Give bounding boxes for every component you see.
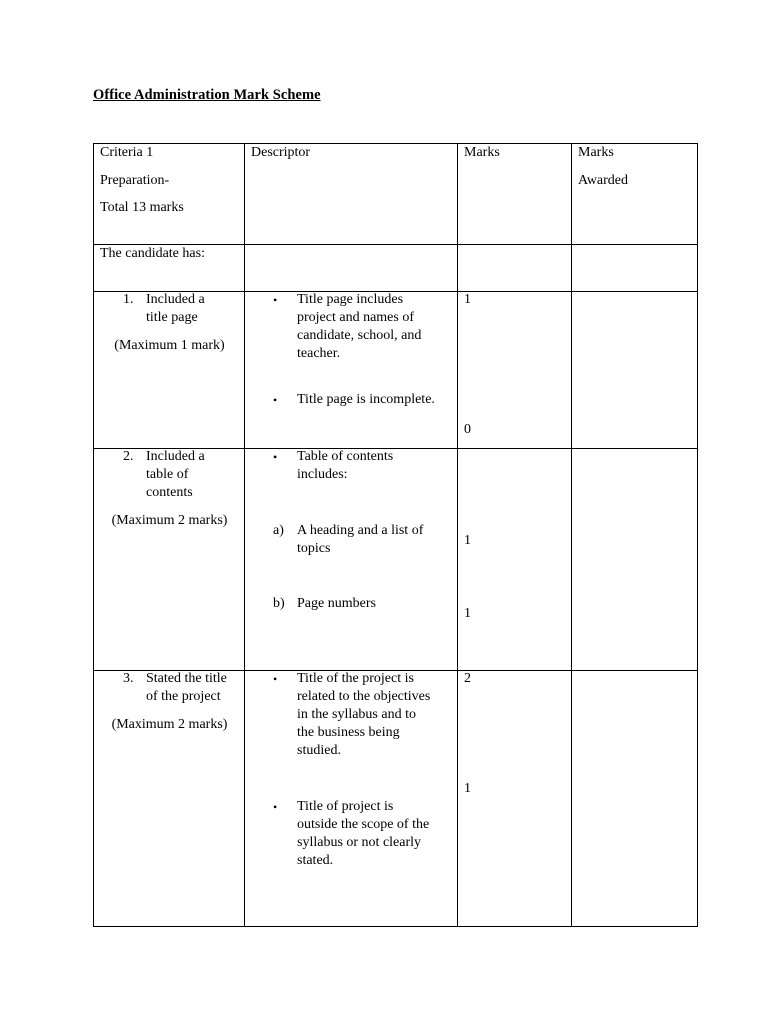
empty-cell bbox=[572, 245, 698, 292]
descriptor-line: Page numbers bbox=[297, 596, 376, 611]
criterion-label-line: contents bbox=[146, 485, 193, 500]
criteria-header-line: Total 13 marks bbox=[100, 200, 184, 215]
criterion-row bbox=[94, 671, 698, 927]
mark-scheme-table bbox=[93, 143, 698, 927]
awarded-cell bbox=[572, 292, 698, 449]
descriptor-line: candidate, school, and bbox=[297, 328, 422, 343]
descriptor-line: syllabus or not clearly bbox=[297, 835, 422, 850]
list-marker: b) bbox=[273, 596, 285, 611]
criterion-max: (Maximum 2 marks) bbox=[111, 513, 228, 528]
empty-cell bbox=[245, 245, 458, 292]
marks-awarded-header-line: Marks bbox=[578, 145, 614, 160]
descriptor-line: outside the scope of the bbox=[297, 817, 430, 832]
descriptor-line: Title page is incomplete. bbox=[297, 392, 435, 407]
criterion-label-line: Included a bbox=[146, 449, 205, 464]
criteria-header-line: Criteria 1 bbox=[100, 145, 154, 160]
descriptor-cell bbox=[245, 449, 458, 671]
criterion-max: (Maximum 2 marks) bbox=[111, 717, 228, 732]
intro-cell bbox=[94, 245, 245, 292]
mark-value: 2 bbox=[464, 671, 471, 686]
marks-header-cell bbox=[458, 144, 572, 245]
criterion-row bbox=[94, 449, 698, 671]
document-title: Office Administration Mark Scheme bbox=[93, 87, 321, 103]
descriptor-line: studied. bbox=[297, 743, 341, 758]
marks-cell bbox=[458, 449, 572, 671]
empty-cell bbox=[458, 245, 572, 292]
descriptor-cell bbox=[245, 292, 458, 449]
criterion-label-line: Stated the title bbox=[146, 671, 227, 686]
criteria-header-cell bbox=[94, 144, 245, 245]
header-row bbox=[94, 144, 698, 245]
mark-value: 0 bbox=[464, 422, 471, 437]
marks-header: Marks bbox=[464, 145, 500, 160]
list-marker: a) bbox=[273, 523, 284, 538]
descriptor-line: project and names of bbox=[297, 310, 415, 325]
mark-value: 1 bbox=[464, 781, 471, 796]
bullet-marker: • bbox=[273, 450, 278, 464]
mark-value: 1 bbox=[464, 606, 471, 621]
criterion-cell bbox=[94, 292, 245, 449]
descriptor-header-cell bbox=[245, 144, 458, 245]
criterion-label-line: table of bbox=[146, 467, 189, 482]
criterion-label-line: Included a bbox=[146, 292, 205, 307]
bullet-marker: • bbox=[273, 800, 278, 814]
awarded-cell bbox=[572, 671, 698, 927]
descriptor-line: teacher. bbox=[297, 346, 341, 361]
descriptor-line: Table of contents bbox=[297, 449, 394, 464]
descriptor-line: topics bbox=[297, 541, 331, 556]
criterion-number: 3. bbox=[123, 671, 134, 686]
bullet-marker: • bbox=[273, 293, 278, 307]
awarded-cell bbox=[572, 449, 698, 671]
descriptor-line: the business being bbox=[297, 725, 400, 740]
criterion-row bbox=[94, 292, 698, 449]
criteria-header-line: Preparation- bbox=[100, 173, 170, 188]
descriptor-line: Title of project is bbox=[297, 799, 394, 814]
intro-row bbox=[94, 245, 698, 292]
criterion-cell bbox=[94, 449, 245, 671]
criterion-number: 1. bbox=[123, 292, 134, 307]
criterion-max: (Maximum 1 mark) bbox=[114, 338, 225, 353]
marks-cell bbox=[458, 292, 572, 449]
marks-cell bbox=[458, 671, 572, 927]
descriptor-line: related to the objectives bbox=[297, 689, 431, 704]
mark-value: 1 bbox=[464, 292, 471, 307]
bullet-marker: • bbox=[273, 672, 278, 686]
criterion-label-line: of the project bbox=[146, 689, 221, 704]
descriptor-line: in the syllabus and to bbox=[297, 707, 416, 722]
descriptor-cell bbox=[245, 671, 458, 927]
descriptor-header: Descriptor bbox=[251, 145, 311, 160]
mark-value: 1 bbox=[464, 533, 471, 548]
criterion-cell bbox=[94, 671, 245, 927]
marks-awarded-header-cell bbox=[572, 144, 698, 245]
marks-awarded-header-line: Awarded bbox=[578, 173, 629, 188]
criterion-label-line: title page bbox=[146, 310, 198, 325]
descriptor-line: A heading and a list of bbox=[297, 523, 424, 538]
bullet-marker: • bbox=[273, 393, 278, 407]
descriptor-line: Title page includes bbox=[297, 292, 404, 307]
descriptor-line: includes: bbox=[297, 467, 348, 482]
descriptor-line: stated. bbox=[297, 853, 334, 868]
intro-text: The candidate has: bbox=[100, 246, 205, 261]
descriptor-line: Title of the project is bbox=[297, 671, 414, 686]
criterion-number: 2. bbox=[123, 449, 134, 464]
